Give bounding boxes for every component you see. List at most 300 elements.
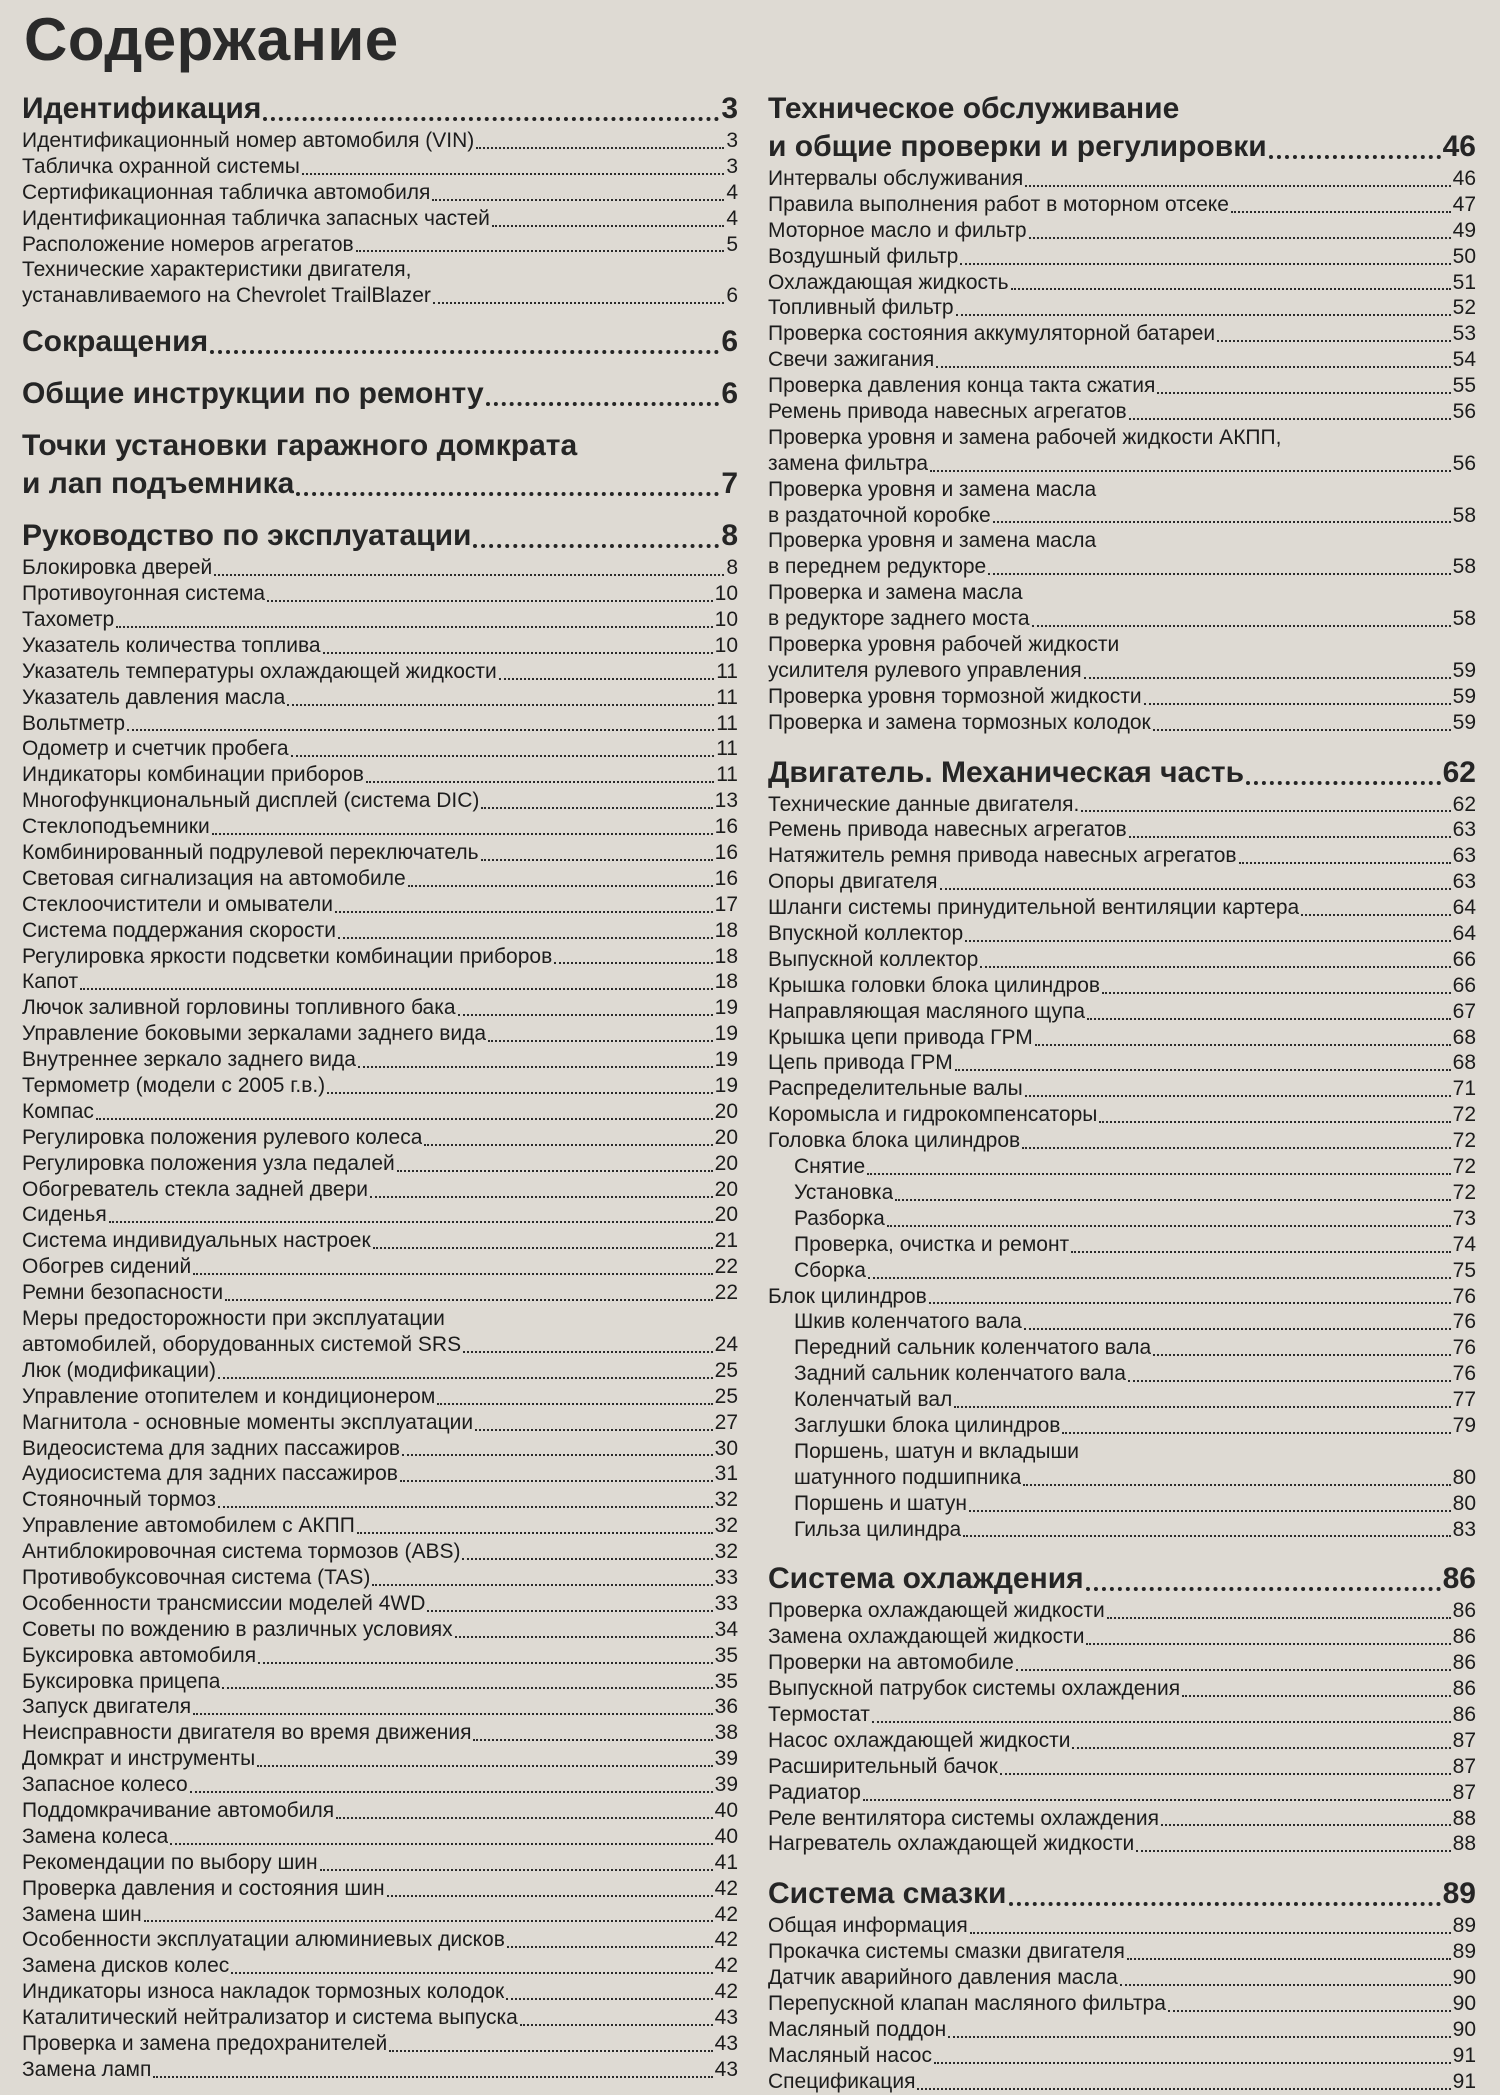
toc-entry[interactable] <box>22 180 738 206</box>
toc-entry[interactable] <box>768 1913 1476 1939</box>
dot-leader <box>1011 288 1451 290</box>
dot-leader <box>554 962 712 964</box>
dot-leader <box>492 225 724 227</box>
toc-page-number: 17 <box>714 892 738 916</box>
dot-leader <box>218 1377 713 1379</box>
toc-entry[interactable] <box>768 373 1476 399</box>
toc-entry-title: Стеклоочистители и омыватели <box>22 892 334 916</box>
toc-page-number: 3 <box>726 128 738 152</box>
toc-page-number: 72 <box>1452 1129 1476 1153</box>
toc-entry-title: Проверка состояния аккумуляторной батареи <box>768 322 1216 346</box>
toc-entry[interactable] <box>22 969 738 995</box>
toc-section[interactable] <box>22 465 738 503</box>
toc-section[interactable] <box>22 375 738 413</box>
dot-leader <box>144 1920 713 1922</box>
toc-entry[interactable] <box>768 1387 1476 1413</box>
dot-leader <box>520 2024 713 2026</box>
toc-entry-title: Внутреннее зеркало заднего вида <box>22 1048 356 1072</box>
toc-section[interactable] <box>768 754 1476 792</box>
toc-entry-title: Каталитический нейтрализатор и система выпуска <box>22 2006 518 2030</box>
dot-leader <box>872 1721 1451 1723</box>
toc-entry[interactable] <box>768 192 1476 218</box>
toc-entry[interactable] <box>768 399 1476 425</box>
toc-entry-title: Ремень привода навесных агрегатов <box>768 818 1127 842</box>
toc-entry[interactable] <box>22 1979 738 2005</box>
toc-page-number: 90 <box>1452 2017 1476 2041</box>
toc-entry-title: Заглушки блока цилиндров <box>794 1413 1061 1437</box>
toc-entry-title: Нагреватель охлаждающей жидкости <box>768 1832 1135 1856</box>
toc-entry[interactable] <box>768 817 1476 843</box>
toc-page-number: 4 <box>726 206 738 230</box>
dot-leader <box>1029 237 1451 239</box>
toc-entry[interactable] <box>22 1203 738 1229</box>
toc-entry[interactable] <box>768 1076 1476 1102</box>
toc-entry[interactable] <box>768 1102 1476 1128</box>
dot-leader <box>320 1869 713 1871</box>
toc-entry[interactable] <box>768 270 1476 296</box>
dot-leader <box>214 574 724 576</box>
toc-entry[interactable] <box>22 1824 738 1850</box>
dot-leader <box>948 2036 1450 2038</box>
toc-page-number: 72 <box>1452 1180 1476 1204</box>
toc-entry[interactable] <box>22 1772 738 1798</box>
toc-entry-title: Разборка <box>794 1206 885 1230</box>
toc-entry-title: Магнитола - основные моменты эксплуатации <box>22 1410 474 1434</box>
toc-entry-title: Крышка головки блока цилиндров <box>768 973 1101 997</box>
toc-entry-title: Моторное масло и фильтр <box>768 218 1027 242</box>
dot-leader <box>1102 992 1451 994</box>
toc-entry-title: Система поддержания скорости <box>22 918 336 942</box>
toc-entry-title: Антиблокировочная система тормозов (ABS) <box>22 1540 461 1564</box>
toc-entry[interactable] <box>22 555 738 581</box>
toc-entry[interactable] <box>768 1413 1476 1439</box>
toc-entry-title: Компас <box>22 1099 94 1123</box>
dot-leader <box>458 1014 713 1016</box>
toc-entry[interactable] <box>22 1798 738 1824</box>
toc-page-number: 42 <box>714 1928 738 1952</box>
toc-entry-line: Поршень, шатун и вкладыши <box>794 1439 1080 1463</box>
toc-entry[interactable] <box>768 658 1476 684</box>
toc-page-number: 88 <box>1452 1806 1476 1830</box>
toc-entry-line: Проверка уровня и замена масла <box>768 477 1097 501</box>
toc-entry[interactable] <box>22 1953 738 1979</box>
toc-entry[interactable] <box>22 1487 738 1513</box>
toc-entry[interactable] <box>22 128 738 154</box>
dot-leader <box>929 1302 1451 1304</box>
toc-page-number: 39 <box>714 1773 738 1797</box>
toc-entry[interactable] <box>22 232 738 258</box>
toc-entry[interactable] <box>768 1284 1476 1310</box>
toc-section[interactable] <box>22 517 738 555</box>
toc-entry[interactable] <box>22 1850 738 1876</box>
toc-entry[interactable] <box>768 1154 1476 1180</box>
dot-leader <box>1107 1617 1451 1619</box>
toc-page-number: 87 <box>1452 1780 1476 1804</box>
dot-leader <box>506 1998 712 2000</box>
toc-entry-title: Табличка охранной системы <box>22 154 300 178</box>
toc-entry[interactable] <box>768 1806 1476 1832</box>
dot-leader <box>455 1636 713 1638</box>
toc-entry[interactable] <box>768 1206 1476 1232</box>
toc-section[interactable] <box>22 323 738 361</box>
toc-section[interactable] <box>768 1560 1476 1598</box>
toc-entry-title: Двигатель. Механическая часть <box>768 755 1245 789</box>
toc-entry[interactable] <box>22 2031 738 2057</box>
toc-page-number: 20 <box>714 1177 738 1201</box>
toc-entry-title: Стояночный тормоз <box>22 1488 216 1512</box>
toc-entry[interactable] <box>22 1643 738 1669</box>
toc-section[interactable] <box>768 128 1476 166</box>
toc-entry[interactable] <box>22 581 738 607</box>
toc-entry-title: Перепускной клапан масляного фильтра <box>768 1991 1166 2015</box>
toc-page-number: 67 <box>1452 999 1476 1023</box>
toc-entry[interactable] <box>22 1073 738 1099</box>
toc-entry[interactable] <box>768 921 1476 947</box>
toc-entry[interactable] <box>22 840 738 866</box>
toc-entry[interactable] <box>22 1927 738 1953</box>
toc-entry[interactable] <box>22 1436 738 1462</box>
toc-entry[interactable] <box>22 1591 738 1617</box>
toc-page-number: 36 <box>714 1695 738 1719</box>
toc-entry-title: Шкив коленчатого вала <box>794 1310 1022 1334</box>
toc-entry[interactable] <box>22 814 738 840</box>
toc-page-number: 25 <box>714 1358 738 1382</box>
toc-entry[interactable] <box>22 762 738 788</box>
dot-leader <box>1231 211 1451 213</box>
toc-entry[interactable] <box>768 999 1476 1025</box>
toc-entry[interactable] <box>22 206 738 232</box>
toc-page-number: 11 <box>716 659 738 683</box>
toc-page-number: 76 <box>1452 1336 1476 1360</box>
toc-entry[interactable] <box>22 2005 738 2031</box>
toc-entry-title: Опоры двигателя <box>768 870 938 894</box>
toc-entry[interactable] <box>22 1151 738 1177</box>
toc-page-number: 39 <box>714 1747 738 1771</box>
toc-page-number: 86 <box>1452 1599 1476 1623</box>
toc-entry[interactable] <box>768 2069 1476 2095</box>
toc-entry[interactable] <box>22 1539 738 1565</box>
toc-entry[interactable] <box>768 843 1476 869</box>
toc-entry-title: Расширительный бачок <box>768 1754 998 1778</box>
dot-leader <box>895 1199 1450 1201</box>
dot-leader <box>1084 677 1451 679</box>
toc-entry[interactable] <box>22 1125 738 1151</box>
toc-entry-title: Неисправности двигателя во время движения <box>22 1721 472 1745</box>
toc-entry[interactable] <box>22 1461 738 1487</box>
toc-entry[interactable] <box>768 869 1476 895</box>
toc-entry[interactable] <box>768 1051 1476 1077</box>
toc-entry[interactable] <box>768 1335 1476 1361</box>
dot-leader <box>1016 1669 1451 1671</box>
dot-leader <box>387 1895 713 1897</box>
toc-entry[interactable] <box>768 1361 1476 1387</box>
toc-entry[interactable] <box>768 1180 1476 1206</box>
toc-entry[interactable] <box>768 321 1476 347</box>
toc-page-number: 90 <box>1452 1966 1476 1990</box>
toc-page-number: 20 <box>714 1099 738 1123</box>
toc-entry[interactable] <box>768 244 1476 270</box>
toc-page-number: 68 <box>1452 1025 1476 1049</box>
toc-entry-title: Задний сальник коленчатого вала <box>794 1362 1126 1386</box>
dot-leader <box>1153 1354 1450 1356</box>
dot-leader <box>1129 836 1451 838</box>
toc-entry[interactable] <box>768 451 1476 477</box>
toc-entry[interactable] <box>22 711 738 737</box>
toc-entry-title: устанавливаемого на Chevrolet TrailBlazer <box>22 284 431 308</box>
toc-entry[interactable] <box>768 895 1476 921</box>
toc-column-left <box>22 90 738 2083</box>
toc-page-number: 86 <box>1442 1562 1476 1596</box>
toc-entry[interactable] <box>22 788 738 814</box>
toc-entry[interactable] <box>768 947 1476 973</box>
toc-entry[interactable] <box>22 1021 738 1047</box>
toc-entry[interactable] <box>22 1902 738 1928</box>
toc-page-number: 22 <box>714 1281 738 1305</box>
toc-page-number: 20 <box>714 1151 738 1175</box>
toc-page-number: 62 <box>1442 755 1476 789</box>
toc-entry[interactable] <box>22 1358 738 1384</box>
toc-page-number: 62 <box>1452 792 1476 816</box>
toc-entry-title: Одометр и счетчик пробега <box>22 737 289 761</box>
toc-entry[interactable] <box>768 1831 1476 1857</box>
toc-page-number: 76 <box>1452 1310 1476 1334</box>
toc-page-number: 16 <box>714 841 738 865</box>
dot-leader <box>1217 340 1450 342</box>
toc-entry[interactable] <box>22 1099 738 1125</box>
toc-entry[interactable] <box>768 1676 1476 1702</box>
toc-entry[interactable] <box>22 1384 738 1410</box>
toc-page-number: 49 <box>1452 218 1476 242</box>
toc-entry-title: Стеклоподъемники <box>22 815 210 839</box>
toc-entry-title: Коленчатый вал <box>794 1388 953 1412</box>
dot-leader <box>1062 1432 1450 1434</box>
dot-leader <box>397 1170 713 1172</box>
toc-entry[interactable] <box>768 1991 1476 2017</box>
toc-entry-title: в редукторе заднего моста <box>768 607 1030 631</box>
toc-page-number: 86 <box>1452 1651 1476 1675</box>
toc-entry-title: Управление автомобилем с АКПП <box>22 1514 355 1538</box>
dot-leader <box>954 1406 1450 1408</box>
toc-entry-line: Проверка и замена масла <box>768 581 1023 605</box>
toc-entry-title: Выпускной коллектор <box>768 947 979 971</box>
toc-entry[interactable] <box>22 1876 738 1902</box>
toc-entry-title: Передний сальник коленчатого вала <box>794 1336 1152 1360</box>
toc-entry[interactable] <box>768 710 1476 736</box>
dot-leader <box>1246 781 1441 785</box>
toc-entry[interactable] <box>768 2043 1476 2069</box>
dot-leader <box>1120 1984 1451 1986</box>
toc-entry[interactable] <box>768 1965 1476 1991</box>
toc-entry[interactable] <box>768 684 1476 710</box>
toc-entry-title: Советы по вождению в различных условиях <box>22 1617 453 1641</box>
toc-entry-title: Головка блока цилиндров <box>768 1129 1021 1153</box>
toc-page-number: 77 <box>1452 1388 1476 1412</box>
toc-entry[interactable] <box>768 1491 1476 1517</box>
toc-entry[interactable] <box>768 1128 1476 1154</box>
toc-page-number: 71 <box>1452 1077 1476 1101</box>
toc-entry[interactable] <box>22 1746 738 1772</box>
toc-entry[interactable] <box>768 792 1476 818</box>
toc-entry[interactable] <box>768 1754 1476 1780</box>
dot-leader <box>993 521 1451 523</box>
toc-entry-title: Термостат <box>768 1702 870 1726</box>
toc-page-number: 19 <box>714 1074 738 1098</box>
toc-entry[interactable] <box>22 1332 738 1358</box>
toc-entry[interactable] <box>22 918 738 944</box>
dot-leader <box>366 781 714 783</box>
toc-entry[interactable] <box>22 995 738 1021</box>
toc-entry[interactable] <box>22 1513 738 1539</box>
toc-page-number: 22 <box>714 1255 738 1279</box>
toc-page-number: 8 <box>726 556 738 580</box>
toc-entry-title: Замена дисков колес <box>22 1954 230 1978</box>
toc-entry[interactable] <box>22 866 738 892</box>
dot-leader <box>336 1817 713 1819</box>
toc-entry[interactable] <box>22 1565 738 1591</box>
toc-page-number: 43 <box>714 2006 738 2030</box>
dot-leader <box>936 366 1450 368</box>
toc-entry[interactable] <box>22 1617 738 1643</box>
toc-page-number: 24 <box>714 1332 738 1356</box>
toc-entry-title: Буксировка прицепа <box>22 1669 221 1693</box>
toc-entry[interactable] <box>22 736 738 762</box>
toc-entry[interactable] <box>768 1624 1476 1650</box>
toc-entry[interactable] <box>22 633 738 659</box>
toc-section[interactable] <box>768 1875 1476 1913</box>
toc-entry[interactable] <box>768 1258 1476 1284</box>
dot-leader <box>1136 1850 1450 1852</box>
toc-entry[interactable] <box>22 659 738 685</box>
toc-page-number: 18 <box>714 944 738 968</box>
toc-entry[interactable] <box>22 154 738 180</box>
toc-page-number: 55 <box>1452 374 1476 398</box>
toc-entry[interactable] <box>768 1702 1476 1728</box>
toc-entry[interactable] <box>22 1177 738 1203</box>
toc-page-number: 27 <box>714 1410 738 1434</box>
toc-page-number: 21 <box>714 1229 738 1253</box>
toc-page-number: 42 <box>714 1980 738 2004</box>
toc-entry-title: Видеосистема для задних пассажиров <box>22 1436 401 1460</box>
toc-entry-title: Спецификация <box>768 2069 916 2093</box>
toc-entry[interactable] <box>768 1517 1476 1543</box>
dot-leader <box>1035 1044 1451 1046</box>
dot-leader <box>965 940 1450 942</box>
toc-page-number: 33 <box>714 1591 738 1615</box>
toc-entry-title: Замена охлаждающей жидкости <box>768 1625 1085 1649</box>
toc-entry[interactable] <box>768 1465 1476 1491</box>
toc-entry[interactable] <box>768 973 1476 999</box>
toc-entry-title: замена фильтра <box>768 451 929 475</box>
toc-entry-title: Технические данные двигателя. <box>768 792 1080 816</box>
toc-entry[interactable] <box>22 1694 738 1720</box>
toc-entry[interactable] <box>768 1598 1476 1624</box>
dot-leader <box>463 1351 713 1353</box>
toc-entry-title: Идентификационный номер автомобиля (VIN) <box>22 128 475 152</box>
dot-leader <box>258 1662 713 1664</box>
toc-entry[interactable] <box>22 1720 738 1746</box>
toc-entry[interactable] <box>768 1728 1476 1754</box>
dot-leader <box>1144 703 1451 705</box>
toc-entry[interactable] <box>768 1650 1476 1676</box>
toc-page-number: 41 <box>714 1850 738 1874</box>
toc-entry[interactable] <box>768 606 1476 632</box>
dot-leader <box>427 1610 712 1612</box>
dot-leader <box>930 470 1451 472</box>
toc-entry[interactable] <box>768 166 1476 192</box>
toc-entry-title: Индикаторы износа накладок тормозных колодок <box>22 1980 505 2004</box>
dot-leader <box>475 1429 713 1431</box>
toc-entry[interactable] <box>22 1228 738 1254</box>
dot-leader <box>193 1713 713 1715</box>
dot-leader <box>389 2050 712 2052</box>
toc-entry[interactable] <box>768 503 1476 529</box>
dot-leader <box>231 1972 712 1974</box>
toc-entry[interactable] <box>22 1280 738 1306</box>
toc-entry-title: Распределительные валы <box>768 1077 1023 1101</box>
toc-entry[interactable] <box>22 1254 738 1280</box>
toc-entry-title: Проверка уровня тормозной жидкости <box>768 684 1142 708</box>
dot-leader <box>462 1558 712 1560</box>
toc-entry[interactable] <box>22 1410 738 1436</box>
toc-entry-line: Проверка уровня и замена рабочей жидкости АКПП, <box>768 425 1282 449</box>
dot-leader <box>1086 1587 1441 1591</box>
dot-leader <box>980 966 1450 968</box>
dot-leader <box>867 1173 1450 1175</box>
toc-entry[interactable] <box>768 1939 1476 1965</box>
toc-entry[interactable] <box>768 218 1476 244</box>
toc-entry-title: Система смазки <box>768 1877 1007 1911</box>
toc-section[interactable] <box>22 90 738 128</box>
toc-entry[interactable] <box>22 607 738 633</box>
toc-entry[interactable] <box>22 892 738 918</box>
toc-page-number: 32 <box>714 1540 738 1564</box>
toc-entry-title: и общие проверки и регулировки <box>768 130 1267 163</box>
toc-page-number: 66 <box>1452 947 1476 971</box>
toc-entry[interactable] <box>22 1047 738 1073</box>
toc-entry[interactable] <box>22 685 738 711</box>
toc-entry[interactable] <box>22 1669 738 1695</box>
toc-entry-title: Реле вентилятора системы охлаждения <box>768 1806 1159 1830</box>
toc-entry-title: Блок цилиндров <box>768 1284 927 1308</box>
toc-entry-title: Проверка, очистка и ремонт <box>794 1232 1070 1256</box>
dot-leader <box>212 833 713 835</box>
toc-entry[interactable] <box>22 283 738 309</box>
toc-page-number: 72 <box>1452 1103 1476 1127</box>
dot-leader <box>433 302 724 304</box>
toc-entry[interactable] <box>22 2057 738 2083</box>
dot-leader <box>153 2076 712 2078</box>
toc-entry[interactable] <box>768 1025 1476 1051</box>
toc-entry[interactable] <box>22 944 738 970</box>
toc-page-number: 86 <box>1452 1677 1476 1701</box>
toc-entry[interactable] <box>768 2017 1476 2043</box>
toc-page-number: 72 <box>1452 1155 1476 1179</box>
toc-entry[interactable] <box>768 347 1476 373</box>
toc-entry[interactable] <box>768 554 1476 580</box>
dot-leader <box>969 1510 1451 1512</box>
toc-entry[interactable] <box>768 1232 1476 1258</box>
dot-leader <box>109 1221 713 1223</box>
dot-leader <box>473 1739 712 1741</box>
toc-entry[interactable] <box>768 295 1476 321</box>
toc-entry[interactable] <box>768 1309 1476 1335</box>
toc-entry-title: Комбинированный подрулевой переключатель <box>22 841 479 865</box>
dot-leader <box>356 250 725 252</box>
toc-page-number: 89 <box>1452 1914 1476 1938</box>
toc-page-number: 64 <box>1452 922 1476 946</box>
toc-page-number: 63 <box>1452 844 1476 868</box>
toc-entry[interactable] <box>768 1780 1476 1806</box>
